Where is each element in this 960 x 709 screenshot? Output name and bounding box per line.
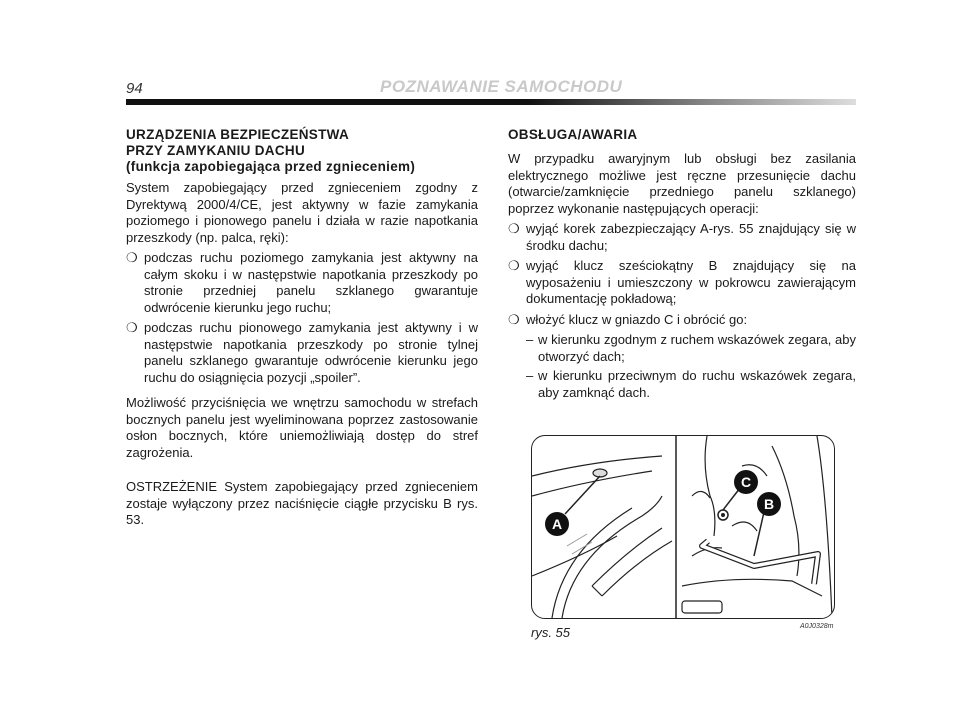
safety-bullet-list [126, 250, 478, 386]
figure-code: A0J0328m [800, 623, 834, 630]
list-item [508, 258, 856, 308]
section-heading-service: OBSŁUGA/AWARIA [508, 127, 638, 142]
list-item-text: włożyć klucz w gniazdo C i obrócić go: [526, 311, 748, 327]
protective-plug-a [593, 469, 607, 477]
bullet-circle-icon: ❍ [126, 320, 138, 335]
dash-marker: – [526, 332, 534, 347]
list-item-text: w kierunku przeciwnym do ruchu wskazówek zegara, aby zamknąć dach. [538, 368, 856, 400]
roof-illustration [531, 435, 835, 619]
heading-line: (funkcja zapobiegająca przed zgnieceniem) [126, 159, 416, 174]
rotation-direction-list [508, 332, 856, 401]
heading-line: URZĄDZENIA BEZPIECZEŃSTWA [126, 127, 349, 142]
running-head: POZNAWANIE SAMOCHODU [380, 77, 623, 96]
left-column [126, 127, 478, 529]
label-b: B [763, 496, 775, 512]
heading-line: PRZY ZAMYKANIU DACHU [126, 143, 306, 158]
list-item-text: wyjąć korek zabezpieczający A-rys. 55 znajdujący się w środku dachu; [526, 221, 856, 253]
service-intro: W przypadku awaryjnym lub obsługi bez zasilania elektrycznego możliwe jest ręczne przesunięcie dachu (otwarcie/zamknięcie przedniego panelu szklanego) poprzez wykonanie następujących operacji: [508, 151, 856, 216]
list-item [126, 250, 478, 316]
list-item-text: wyjąć klucz sześciokątny B znajdujący się na wyposażeniu i umieszczony w pokrowcu zawierającym dokumentację pokładową; [526, 258, 856, 306]
figure-caption: rys. 55 [531, 625, 571, 640]
section-heading-safety [126, 127, 478, 175]
right-column [508, 127, 856, 404]
list-item [508, 368, 856, 401]
dash-marker: – [526, 368, 534, 383]
list-item [126, 320, 478, 386]
label-a: A [551, 516, 563, 532]
list-item-text: podczas ruchu pionowego zamykania jest aktywny i w następstwie napotkania przeszkody po stronie tylnej panelu szklanego gwarantuje odwrócenie kierunku jego ruchu do osiągnięcia pozycji „spoiler”. [144, 320, 478, 385]
roof-illustration-drawing [532, 436, 834, 618]
bullet-circle-icon: ❍ [508, 221, 520, 236]
safety-intro: System zapobiegający przed zgnieceniem zgodny z Dyrektywą 2000/4/CE, jest aktywny w fazie zamykania poziomego i pionowego panelu i działa w razie napotkania przeszkody (np. palca, ręki): [126, 180, 478, 245]
service-bullet-list [508, 221, 856, 328]
label-c: C [740, 474, 752, 490]
side-guards-paragraph: Możliwość przyciśnięcia we wnętrzu samochodu w strefach bocznych panelu jest wyeliminowana poprzez zastosowanie osłon bocznych, które uniemożliwiają dostęp do stref zagrożenia. [126, 395, 478, 460]
header-rule [126, 99, 856, 105]
bullet-circle-icon: ❍ [508, 311, 520, 327]
list-item [508, 221, 856, 254]
bullet-circle-icon: ❍ [126, 250, 138, 265]
list-item-text: podczas ruchu poziomego zamykania jest aktywny na całym skoku i w następstwie napotkania przeszkody po stronie przedniej panelu szklanego gwarantuje odwrócenie kierunku jego ruchu; [144, 250, 478, 315]
list-item [508, 312, 856, 329]
bullet-circle-icon: ❍ [508, 258, 520, 273]
warning-paragraph: OSTRZEŻENIE System zapobiegający przed zgnieceniem zostaje wyłączony przez naciśnięcie ciągłe przycisku B rys. 53. [126, 479, 478, 527]
page-number: 94 [126, 80, 143, 97]
list-item-text: w kierunku zgodnym z ruchem wskazówek zegara, aby otworzyć dach; [538, 332, 856, 364]
list-item [508, 332, 856, 365]
